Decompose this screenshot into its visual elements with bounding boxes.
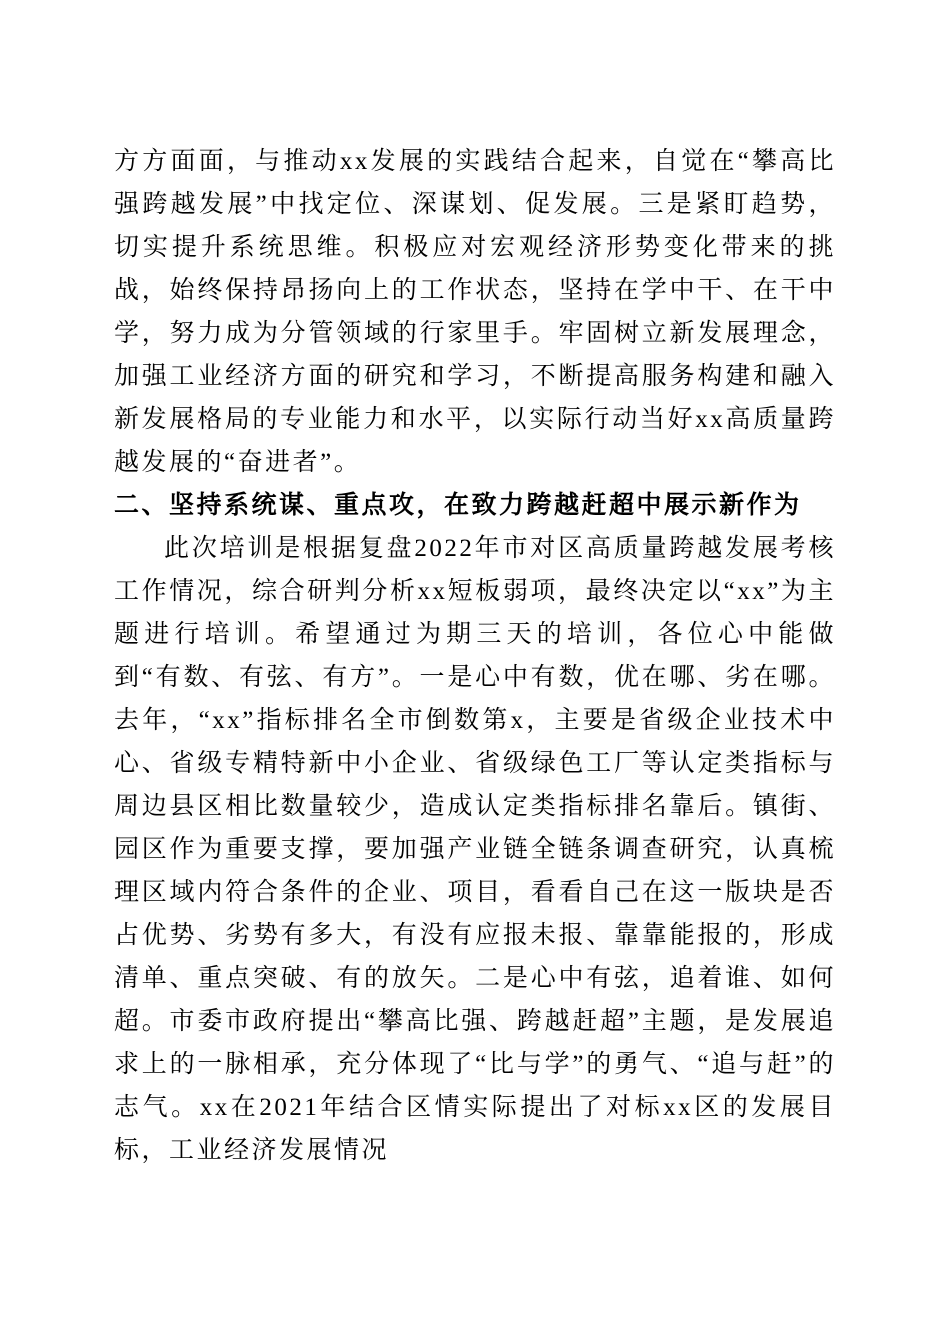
paragraph-continuation: 方方面面，与推动xx发展的实践结合起来，自觉在“攀高比强跨越发展”中找定位、深谋划、促发展。三是紧盯趋势，切实提升系统思维。积极应对宏观经济形势变化带来的挑战，始终保持昂扬向上的工作状态，坚持在学中干、在干中学，努力成为分管领域的行家里手。牢固树立新发展理念，加强工业经济方面的研究和学习，不断提高服务构建和融入新发展格局的专业能力和水平，以实际行动当好xx高质量跨越发展的“奋进者”。 [114, 148, 836, 476]
section-heading: 二、坚持系统谋、重点攻，在致力跨越赶超中展示新作为 [114, 492, 802, 519]
paragraph-body: 此次培训是根据复盘2022年市对区高质量跨越发展考核工作情况，综合研判分析xx短板弱项，最终决定以“xx”为主题进行培训。希望通过为期三天的培训，各位心中能做到“有数、有弦、有方”。一是心中有数，优在哪、劣在哪。去年，“xx”指标排名全市倒数第x，主要是省级企业技术中心、省级专精特新中小企业、省级绿色工厂等认定类指标与周边县区相比数量较少，造成认定类指标排名靠后。镇街、园区作为重要支撑，要加强产业链全链条调查研究，认真梳理区域内符合条件的企业、项目，看看自己在这一版块是否占优势、劣势有多大，有没有应报未报、靠靠能报的，形成清单、重点突破、有的放矢。二是心中有弦，追着谁、如何超。市委市政府提出“攀高比强、跨越赶超”主题，是发展追求上的一脉相承，充分体现了“比与学”的勇气、“追与赶”的志气。xx在2021年结合区情实际提出了对标xx区的发展目标，工业经济发展情况 [114, 535, 836, 1164]
